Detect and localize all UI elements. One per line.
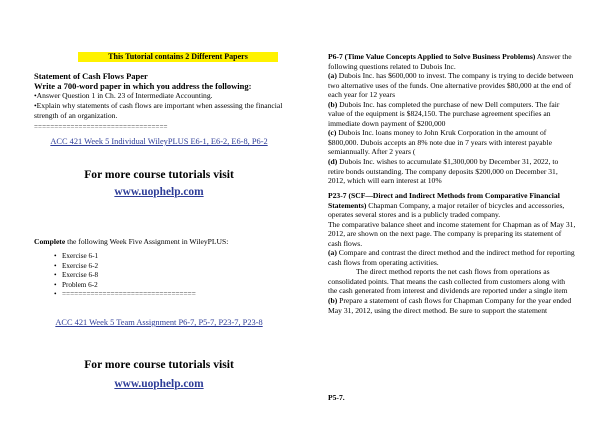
p23-7-text: The comparative balance sheet and income statement for Chapman as of May 31, 2012, are shown on the next page. The company is preparing its statement of cash flows. (328, 219, 576, 248)
list-item: • Exercise 6-8 (54, 271, 196, 281)
list-item: • Exercise 6-1 (54, 252, 196, 262)
complete-rest: the following Week Five Assignment in WileyPLUS: (65, 237, 229, 246)
list-item: • ================================= (54, 290, 196, 300)
p6-7-b-text: Dubois Inc. has completed the purchase of new Dell computers. The fair value of the equipment is $824,150. The purchase agreement specifies an immediate down payment of $200,000 (328, 99, 560, 128)
instruction-bullet: •Answer Question 1 in Ch. 23 of Intermediate Accounting. (34, 91, 213, 100)
problem-p6-7 (328, 52, 576, 186)
p23-7-b-text: Prepare a statement of cash flows for Chapman Company for the year ended May 31, 2012, using the direct method. Be sure to support the statement (328, 296, 572, 315)
p23-7-intro: Chapman Company, a major retailer of bicycles and accessories, operates several stores and is a publicly traded company. (328, 200, 565, 220)
website-link[interactable]: www.uophelp.com (114, 378, 204, 390)
p23-7-direct-method-text: The direct method reports the net cash flows from operations as consolidated points. That means the cash collected from customers along with the cash generated from interest and dividends are reported under a single item (328, 267, 568, 296)
p6-7-a-text: Dubois Inc. has $600,000 to invest. The company is trying to decide between two alternative uses of the funds. One alternative provides $80,000 at the end of each year for 12 years (328, 71, 574, 100)
complete-bold: Complete (34, 237, 66, 246)
team-assignment-link[interactable]: ACC 421 Week 5 Team Assignment P6-7, P5-7, P23-7, P23-8 (55, 318, 263, 327)
separator-line: ================================= (34, 123, 168, 131)
p6-7-d-text: Dubois Inc. wishes to accumulate $1,300,000 by December 31, 2022, to retire bonds outstanding. The company deposits $200,000 on December 31, 2012, which will earn interest at 10% (328, 157, 559, 186)
p6-7-intro: Answer the following questions related to Dubois Inc. (328, 52, 572, 71)
paper-instructions: Write a 700-word paper in which you address the following: (34, 81, 252, 91)
complete-instructions (34, 237, 284, 247)
p6-7-c-label: (c) (328, 128, 337, 138)
p6-7-a-label: (a) (328, 71, 337, 81)
tutorial-banner: This Tutorial contains 2 Different Papers (78, 52, 278, 62)
list-item: • Exercise 6-2 (54, 262, 196, 272)
more-tutorials-text: For more course tutorials visit (84, 358, 234, 371)
p6-7-b-label: (b) (328, 99, 338, 109)
problem-p23-7 (328, 191, 576, 315)
instruction-bullet: •Explain why statements of cash flows are important when assessing the financial strength of an organization. (34, 101, 283, 120)
problem-p5-7-heading: P5-7. (328, 393, 345, 402)
p23-7-heading: P23-7 (SCF—Direct and Indirect Methods from Comparative Financial Statements) (328, 191, 560, 210)
p23-7-b-label: (b) (328, 296, 338, 306)
list-item: • Problem 6-2 (54, 281, 196, 291)
p6-7-heading: P6-7 (Time Value Concepts Applied to Solve Business Problems) (328, 52, 536, 61)
p6-7-c-text: Dubois Inc. loans money to John Kruk Corporation in the amount of $800,000. Dubois accepts an 8% note due in 7 years with interest payable semiannually. After 2 years ( (328, 128, 552, 157)
individual-assignment-link[interactable]: ACC 421 Week 5 Individual WileyPLUS E6-1, E6-2, E6-8, P6-2 (50, 137, 268, 146)
p23-7-a-text: Compare and contrast the direct method and the indirect method for reporting cash flows from operating activities. (328, 248, 575, 267)
more-tutorials-text: For more course tutorials visit (84, 168, 234, 181)
exercise-list (54, 252, 196, 300)
paper-title: Statement of Cash Flows Paper (34, 71, 148, 81)
p23-7-a-label: (a) (328, 248, 337, 258)
p6-7-d-label: (d) (328, 157, 338, 167)
website-link[interactable]: www.uophelp.com (114, 186, 204, 198)
